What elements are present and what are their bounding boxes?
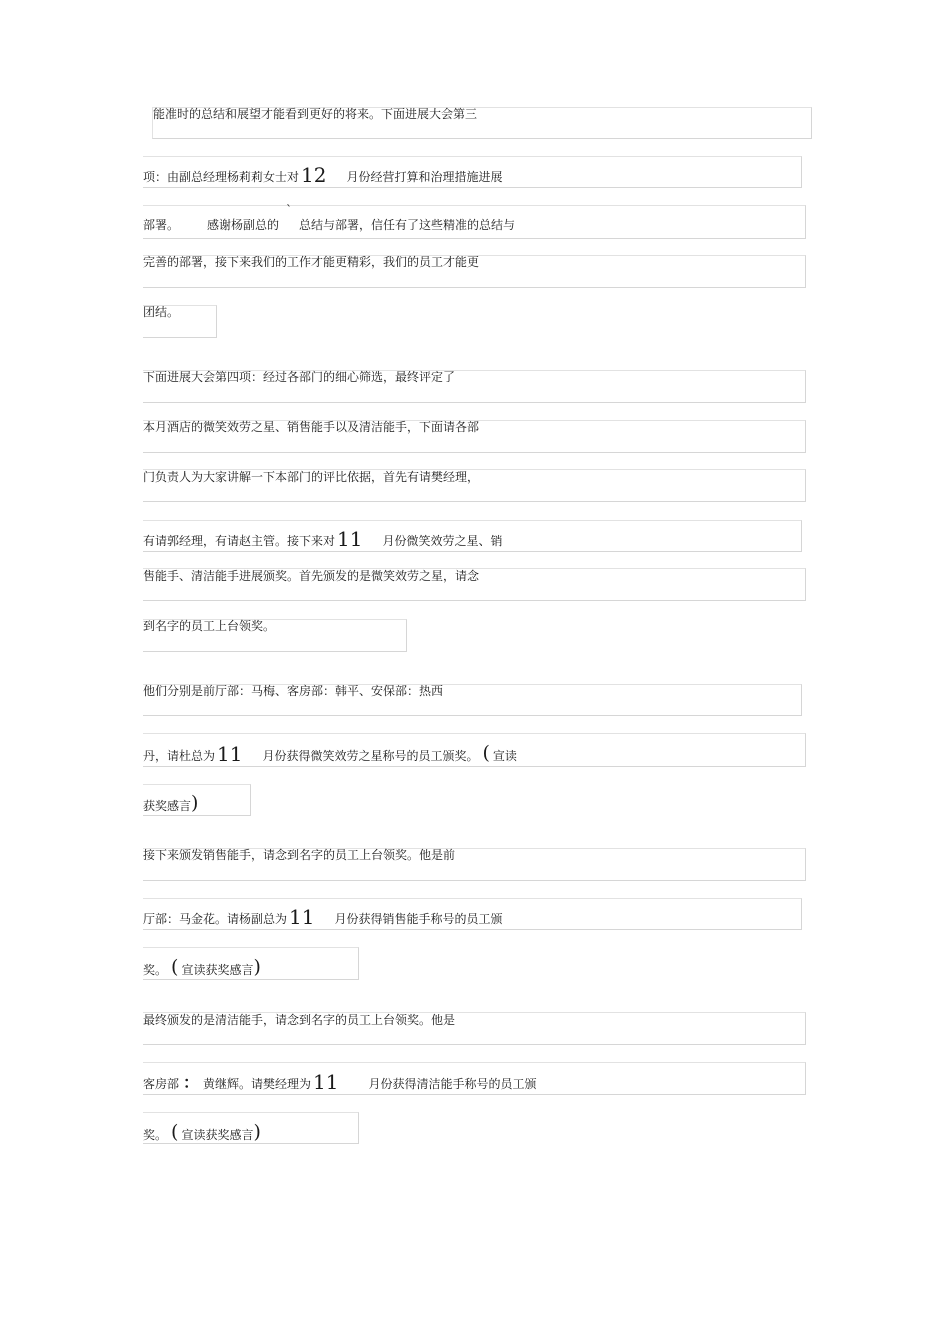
- text: 月份微笑效劳之星、销: [382, 534, 503, 548]
- text: 到名字的员工上台领奖。: [143, 619, 276, 633]
- text: 月份经营打算和治理措施进展: [346, 170, 503, 184]
- text-line-4: [143, 252, 479, 272]
- open-paren: (: [171, 956, 179, 978]
- text: 总结与部署，信任有了这些精准的总结与: [299, 218, 516, 232]
- text-line-10: [143, 566, 479, 586]
- text-line-1: [153, 104, 477, 124]
- text-line-19: [143, 1072, 537, 1092]
- text: 宣读获奖感言: [181, 963, 254, 977]
- text: 售能手、清洁能手进展颁奖。首先颁发的是微笑效劳之星，请念: [143, 569, 480, 583]
- month-number: 11: [289, 905, 315, 929]
- text-line-2: [143, 165, 502, 185]
- text-line-6: [143, 367, 455, 387]
- text: 黄继辉。请樊经理为: [203, 1077, 312, 1091]
- text: 完善的部署，接下来我们的工作才能更精彩，我们的员工才能更: [143, 255, 480, 269]
- text: 他们分别是前厅部：马梅、客房部：韩平、安保部：热西: [143, 684, 444, 698]
- text: 有请郭经理，有请赵主管。接下来对: [143, 534, 336, 548]
- text-line-9: [143, 529, 502, 549]
- text: 接下来颁发销售能手，请念到名字的员工上台领奖。他是前: [143, 848, 456, 862]
- text-line-20: [143, 1122, 261, 1142]
- text: 月份获得微笑效劳之星称号的员工颁奖。: [262, 749, 479, 763]
- text-line-3: [143, 215, 515, 235]
- text: 感谢杨副总的: [207, 218, 280, 232]
- text-line-11: [143, 616, 275, 636]
- month-number: 11: [337, 527, 363, 551]
- open-paren: (: [482, 742, 490, 764]
- text-line-15: [143, 845, 455, 865]
- text-line-7: [143, 417, 479, 437]
- text: 奖。: [143, 963, 168, 977]
- open-paren: (: [171, 1121, 179, 1143]
- colon: ：: [183, 1073, 200, 1092]
- text: 月份获得清洁能手称号的员工颁: [368, 1077, 537, 1091]
- text-line-5: [143, 302, 179, 322]
- close-paren: ): [253, 956, 261, 978]
- text: 客房部: [143, 1077, 180, 1091]
- text: 最终颁发的是清洁能手，请念到名字的员工上台领奖。他是: [143, 1013, 456, 1027]
- text: 获奖感言: [143, 799, 192, 813]
- text: 宣读获奖感言: [181, 1128, 254, 1142]
- text: 厅部：马金花。请杨副总为: [143, 912, 288, 926]
- text: 门负责人为大家讲解一下本部门的评比依据，首先有请樊经理，: [143, 470, 480, 484]
- month-number: 12: [301, 163, 327, 187]
- text: 本月酒店的微笑效劳之星、销售能手以及清洁能手，下面请各部: [143, 420, 480, 434]
- month-number: 11: [217, 742, 243, 766]
- text: 项：由副总经理杨莉莉女士对: [143, 170, 300, 184]
- text: 月份获得销售能手称号的员工颁: [334, 912, 503, 926]
- text: 能准时的总结和展望才能看到更好的将来。下面进展大会第三: [153, 107, 478, 121]
- close-paren: ): [191, 792, 199, 814]
- close-paren: ): [253, 1121, 261, 1143]
- text-line-16: [143, 907, 502, 927]
- text-line-12: [143, 681, 443, 701]
- month-number: 11: [313, 1070, 339, 1094]
- text: 部署。: [143, 218, 180, 232]
- text-line-8: [143, 467, 479, 487]
- text: 奖。: [143, 1128, 168, 1142]
- text: 下面进展大会第四项：经过各部门的细心筛选，最终评定了: [143, 370, 456, 384]
- text-line-13: [143, 742, 517, 766]
- text: 宣读: [492, 749, 517, 763]
- text-line-18: [143, 1010, 455, 1030]
- text-line-17: [143, 957, 261, 977]
- text: 团结。: [143, 305, 180, 319]
- tick-mark: `: [286, 203, 292, 217]
- text-line-14: [143, 793, 198, 813]
- text: 丹，请杜总为: [143, 749, 216, 763]
